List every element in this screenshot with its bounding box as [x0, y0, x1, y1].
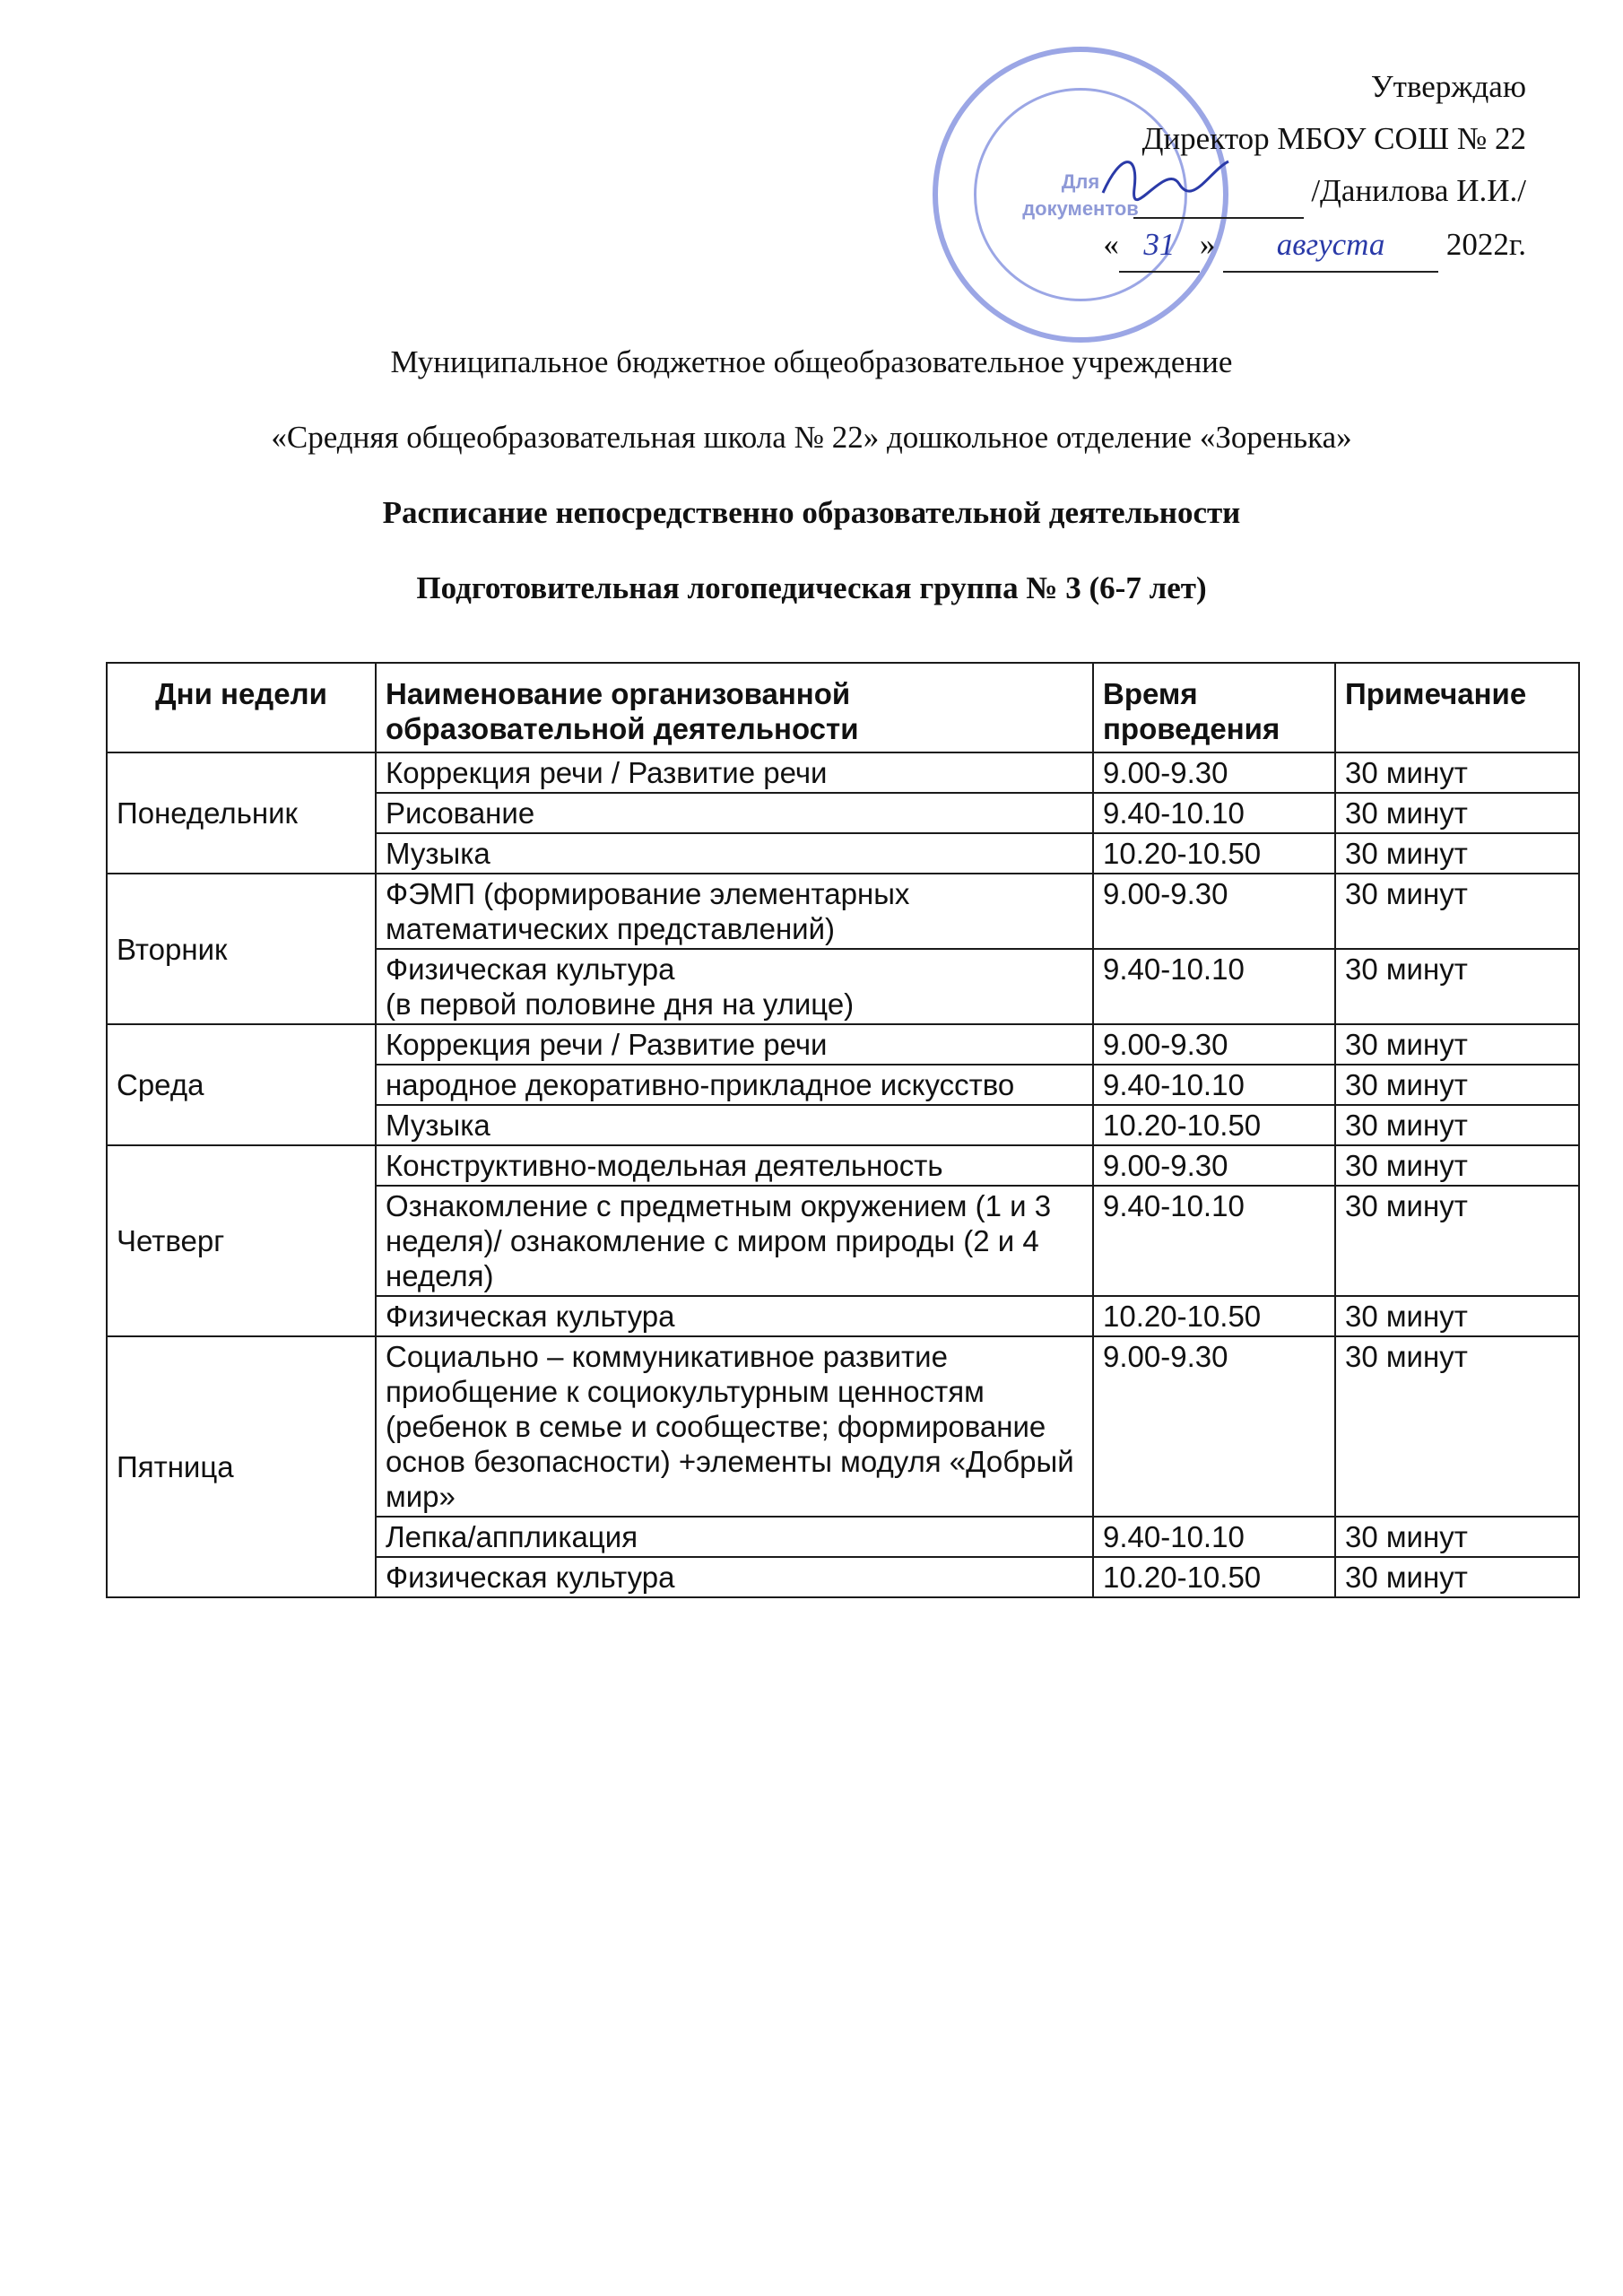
note-cell: 30 минут	[1335, 793, 1579, 833]
date-day: 31	[1119, 219, 1200, 273]
schedule-body	[107, 752, 1579, 1597]
time-cell: 9.00-9.30	[1093, 1145, 1335, 1186]
day-cell: Пятница	[107, 1336, 376, 1597]
activity-cell: Музыка	[376, 833, 1093, 874]
activity-cell: Коррекция речи / Развитие речи	[376, 1024, 1093, 1065]
seal-center-line1: Для	[1061, 170, 1100, 193]
table-row	[107, 1024, 1579, 1065]
time-cell: 9.00-9.30	[1093, 1024, 1335, 1065]
note-cell: 30 минут	[1335, 1024, 1579, 1065]
note-cell: 30 минут	[1335, 1186, 1579, 1296]
note-cell: 30 минут	[1335, 1065, 1579, 1105]
day-cell: Вторник	[107, 874, 376, 1024]
header-time: Время проведения	[1093, 663, 1335, 752]
note-cell: 30 минут	[1335, 949, 1579, 1024]
seal-center-line2: документов	[1022, 197, 1139, 220]
activity-cell: ФЭМП (формирование элементарных математических представлений)	[376, 874, 1093, 949]
activity-cell: Конструктивно-модельная деятельность	[376, 1145, 1093, 1186]
day-cell: Среда	[107, 1024, 376, 1145]
group-title: Подготовительная логопедическая группа № 3 (6-7 лет)	[416, 570, 1207, 605]
activity-cell: Социально – коммуникативное развитие приобщение к социокультурным ценностям (ребенок в семье и сообществе; формирование основ безопасности) +элементы модуля «Добрый мир»	[376, 1336, 1093, 1517]
activity-cell: Музыка	[376, 1105, 1093, 1145]
table-row	[107, 752, 1579, 793]
header-activity: Наименование организованной образовательной деятельности	[376, 663, 1093, 752]
header-day: Дни недели	[107, 663, 376, 752]
time-cell: 10.20-10.50	[1093, 1296, 1335, 1336]
activity-cell: Коррекция речи / Развитие речи	[376, 752, 1093, 793]
approval-line1: Утверждаю	[1370, 69, 1526, 104]
table-row	[107, 1145, 1579, 1186]
activity-cell: Рисование	[376, 793, 1093, 833]
org-line1: Муниципальное бюджетное общеобразовательное учреждение	[390, 344, 1233, 379]
approval-signer: /Данилова И.И./	[1311, 173, 1526, 208]
date-open-quote: «	[1103, 227, 1119, 262]
org-line2: «Средняя общеобразовательная школа № 22» дошкольное отделение «Зоренька»	[271, 420, 1352, 455]
day-cell: Четверг	[107, 1145, 376, 1336]
time-cell: 9.00-9.30	[1093, 1336, 1335, 1517]
schedule-table	[106, 662, 1580, 1598]
date-year: 2022г.	[1445, 227, 1526, 262]
time-cell: 9.40-10.10	[1093, 1065, 1335, 1105]
date-month: августа	[1223, 219, 1438, 273]
table-row	[107, 1336, 1579, 1517]
time-cell: 9.00-9.30	[1093, 874, 1335, 949]
time-cell: 9.40-10.10	[1093, 949, 1335, 1024]
time-cell: 10.20-10.50	[1093, 1105, 1335, 1145]
activity-cell: Физическая культура	[376, 1296, 1093, 1336]
day-cell: Понедельник	[107, 752, 376, 874]
note-cell: 30 минут	[1335, 833, 1579, 874]
time-cell: 9.40-10.10	[1093, 793, 1335, 833]
activity-cell: Физическая культура (в первой половине дня на улице)	[376, 949, 1093, 1024]
note-cell: 30 минут	[1335, 1145, 1579, 1186]
activity-cell: Ознакомление с предметным окружением (1 и 3 неделя)/ ознакомление с миром природы (2 и 4 неделя)	[376, 1186, 1093, 1296]
header-note: Примечание	[1335, 663, 1579, 752]
note-cell: 30 минут	[1335, 1336, 1579, 1517]
note-cell: 30 минут	[1335, 1296, 1579, 1336]
table-row	[107, 874, 1579, 949]
date-close-quote: »	[1199, 227, 1216, 262]
note-cell: 30 минут	[1335, 752, 1579, 793]
note-cell: 30 минут	[1335, 1105, 1579, 1145]
approval-date-line	[881, 219, 1526, 273]
note-cell: 30 минут	[1335, 1557, 1579, 1597]
time-cell: 10.20-10.50	[1093, 1557, 1335, 1597]
note-cell: 30 минут	[1335, 874, 1579, 949]
time-cell: 10.20-10.50	[1093, 833, 1335, 874]
activity-cell: народное декоративно-прикладное искусство	[376, 1065, 1093, 1105]
table-header-row	[107, 663, 1579, 752]
handwritten-signature	[1094, 144, 1237, 206]
activity-cell: Лепка/аппликация	[376, 1517, 1093, 1557]
time-cell: 9.00-9.30	[1093, 752, 1335, 793]
document-title: Расписание непосредственно образовательной деятельности	[382, 495, 1241, 530]
note-cell: 30 минут	[1335, 1517, 1579, 1557]
activity-cell: Физическая культура	[376, 1557, 1093, 1597]
time-cell: 9.40-10.10	[1093, 1517, 1335, 1557]
time-cell: 9.40-10.10	[1093, 1186, 1335, 1296]
approval-line2: Директор МБОУ СОШ № 22	[1141, 121, 1526, 156]
